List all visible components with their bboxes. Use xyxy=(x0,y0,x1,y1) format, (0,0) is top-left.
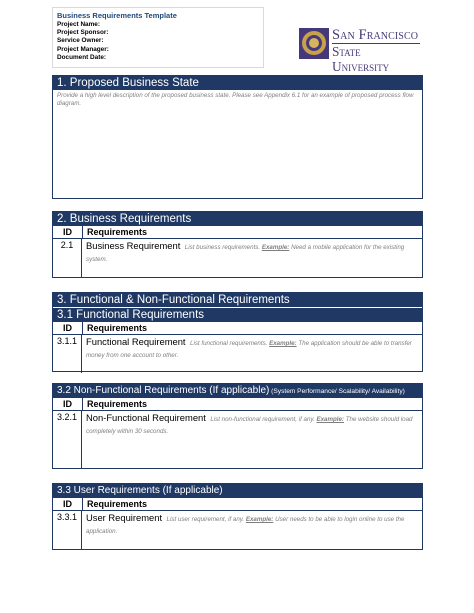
requirement-name: User Requirement xyxy=(86,512,163,523)
requirement-hint: List functional requirements. Example: The application should be able to transfer money from one account to other. xyxy=(86,340,412,359)
section-3-title: 3. Functional & Non-Functional Requirements xyxy=(53,293,422,307)
section-1-description[interactable]: Provide a high level description of the proposed business state. Please see Appendix 6.1 for an example of proposed process flow diagram. xyxy=(57,92,414,107)
university-logo xyxy=(299,27,420,74)
section-3-2-column-header xyxy=(53,398,422,411)
section-3-3-column-header xyxy=(53,498,422,511)
project-info-box xyxy=(52,7,264,68)
requirement-cell[interactable] xyxy=(82,511,422,550)
section-3-3-title: 3.3 User Requirements (If applicable) xyxy=(53,484,422,498)
section-non-functional-requirements xyxy=(52,383,423,469)
project-manager-label: Project Manager: xyxy=(57,45,109,53)
requirements-column-header: Requirements xyxy=(87,227,148,237)
requirement-hint: List business requirements. Example: Need a mobile application for the existing system. xyxy=(86,244,405,263)
requirement-id: 3.2.1 xyxy=(53,411,82,469)
requirements-column-header: Requirements xyxy=(87,399,148,409)
project-name-label: Project Name: xyxy=(57,21,100,28)
id-column-header: ID xyxy=(53,498,83,510)
table-row[interactable] xyxy=(53,239,422,278)
requirement-cell[interactable] xyxy=(82,411,422,469)
section-3-1-column-header xyxy=(53,322,422,335)
table-row[interactable] xyxy=(53,335,422,373)
id-column-header: ID xyxy=(53,226,83,238)
table-row[interactable] xyxy=(53,511,422,550)
section-business-requirements xyxy=(52,211,423,278)
requirement-cell[interactable] xyxy=(82,239,422,278)
requirement-id: 2.1 xyxy=(53,239,82,278)
requirement-name: Functional Requirement xyxy=(86,336,186,347)
logo-line-2: State University xyxy=(332,43,420,74)
requirement-cell[interactable] xyxy=(82,335,422,373)
section-user-requirements xyxy=(52,483,423,550)
section-3-1-title: 3.1 Functional Requirements xyxy=(53,307,422,322)
logo-wordmark xyxy=(332,28,420,74)
section-3-2-title-note: (System Performance/ Scalability/ Availability) xyxy=(269,388,405,395)
requirement-id: 3.1.1 xyxy=(53,335,82,373)
requirement-hint: List user requirement, if any. Example: User needs to be able to login online to use the application. xyxy=(86,516,405,535)
requirement-name: Non-Functional Requirement xyxy=(86,412,206,423)
project-sponsor-label: Project Sponsor: xyxy=(57,29,109,37)
section-proposed-business-state xyxy=(52,75,423,199)
section-3-2-title: 3.2 Non-Functional Requirements (If applicable) (System Performance/ Scalability/ Availability) xyxy=(53,384,422,398)
requirement-id: 3.3.1 xyxy=(53,511,82,550)
section-2-column-header xyxy=(53,226,422,239)
requirements-column-header: Requirements xyxy=(87,499,148,509)
requirements-column-header: Requirements xyxy=(87,323,148,333)
document-date-label: Document Date: xyxy=(57,53,107,61)
service-owner-label: Service Owner: xyxy=(57,37,104,45)
section-2-title: 2. Business Requirements xyxy=(53,212,422,226)
requirement-hint: List non-functional requirement, if any. Example: The website should load completely within 30 seconds. xyxy=(86,416,413,435)
id-column-header: ID xyxy=(53,322,83,334)
table-row[interactable] xyxy=(53,411,422,469)
template-title: Business Requirements Template xyxy=(57,11,177,20)
logo-line-1: San Francisco xyxy=(332,27,419,43)
section-functional-requirements xyxy=(52,292,423,372)
university-seal-icon xyxy=(299,28,329,59)
id-column-header: ID xyxy=(53,398,83,410)
section-1-title: 1. Proposed Business State xyxy=(53,76,422,90)
requirement-name: Business Requirement xyxy=(86,240,181,251)
